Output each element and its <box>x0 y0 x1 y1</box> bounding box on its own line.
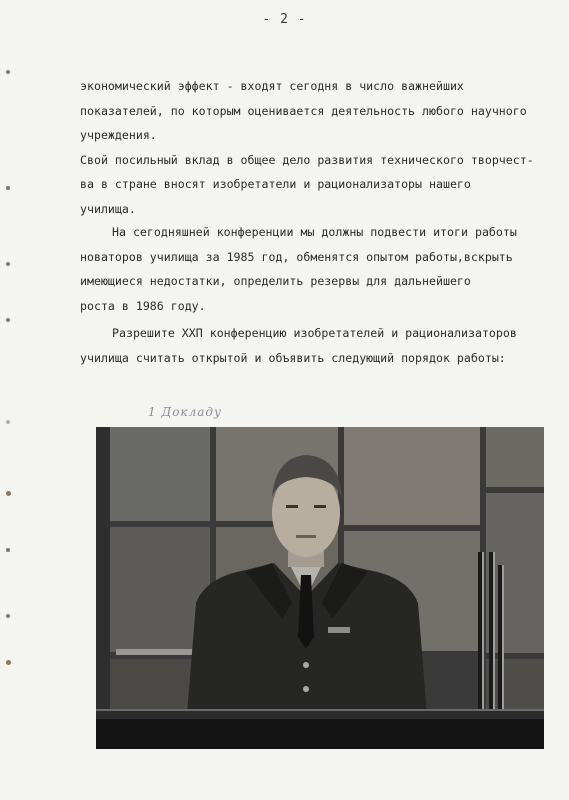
text-line: ва в стране вносят изобретатели и рационализаторы нашего <box>80 177 471 191</box>
text-line: экономический эффект - входят сегодня в число важнейших <box>80 79 464 93</box>
binding-hole-mark <box>6 491 11 496</box>
page-number: - 2 - <box>262 12 307 27</box>
text-line: училища. <box>80 201 136 216</box>
text-line: Свой посильный вклад в общее дело развития технического творчест- <box>80 152 534 167</box>
text-line: показателей, по которым оценивается деятельность любого научного <box>80 103 527 118</box>
photograph-image <box>96 427 544 749</box>
photograph <box>96 427 544 749</box>
handwritten-note: 1 Докладу <box>148 405 222 419</box>
text-line: учреждения. <box>80 128 157 142</box>
text-line: роста в 1986 году. <box>80 298 206 313</box>
text-line: имеющиеся недостатки, определить резервы для дальнейшего <box>80 274 471 288</box>
binding-hole-mark <box>6 186 10 190</box>
binding-hole-mark <box>6 548 10 552</box>
text-line: новаторов училища за 1985 год, обменятся опытом работы,вскрыть <box>80 249 513 264</box>
text-line: училища считать открытой и объявить следующий порядок работы: <box>80 350 506 365</box>
text-line: На сегодняшней конференции мы должны подвести итоги работы <box>112 225 517 239</box>
binding-hole-mark <box>6 420 10 424</box>
paragraph-2 <box>80 220 560 318</box>
binding-hole-mark <box>6 262 10 266</box>
binding-hole-mark <box>6 660 11 665</box>
binding-hole-mark <box>6 614 10 618</box>
paragraph-3 <box>80 321 560 370</box>
binding-hole-mark <box>6 318 10 322</box>
text-line: Разрешите XXП конференцию изобретателей и рационализаторов <box>112 326 517 340</box>
paragraph-1 <box>80 74 560 221</box>
binding-hole-mark <box>6 70 10 74</box>
